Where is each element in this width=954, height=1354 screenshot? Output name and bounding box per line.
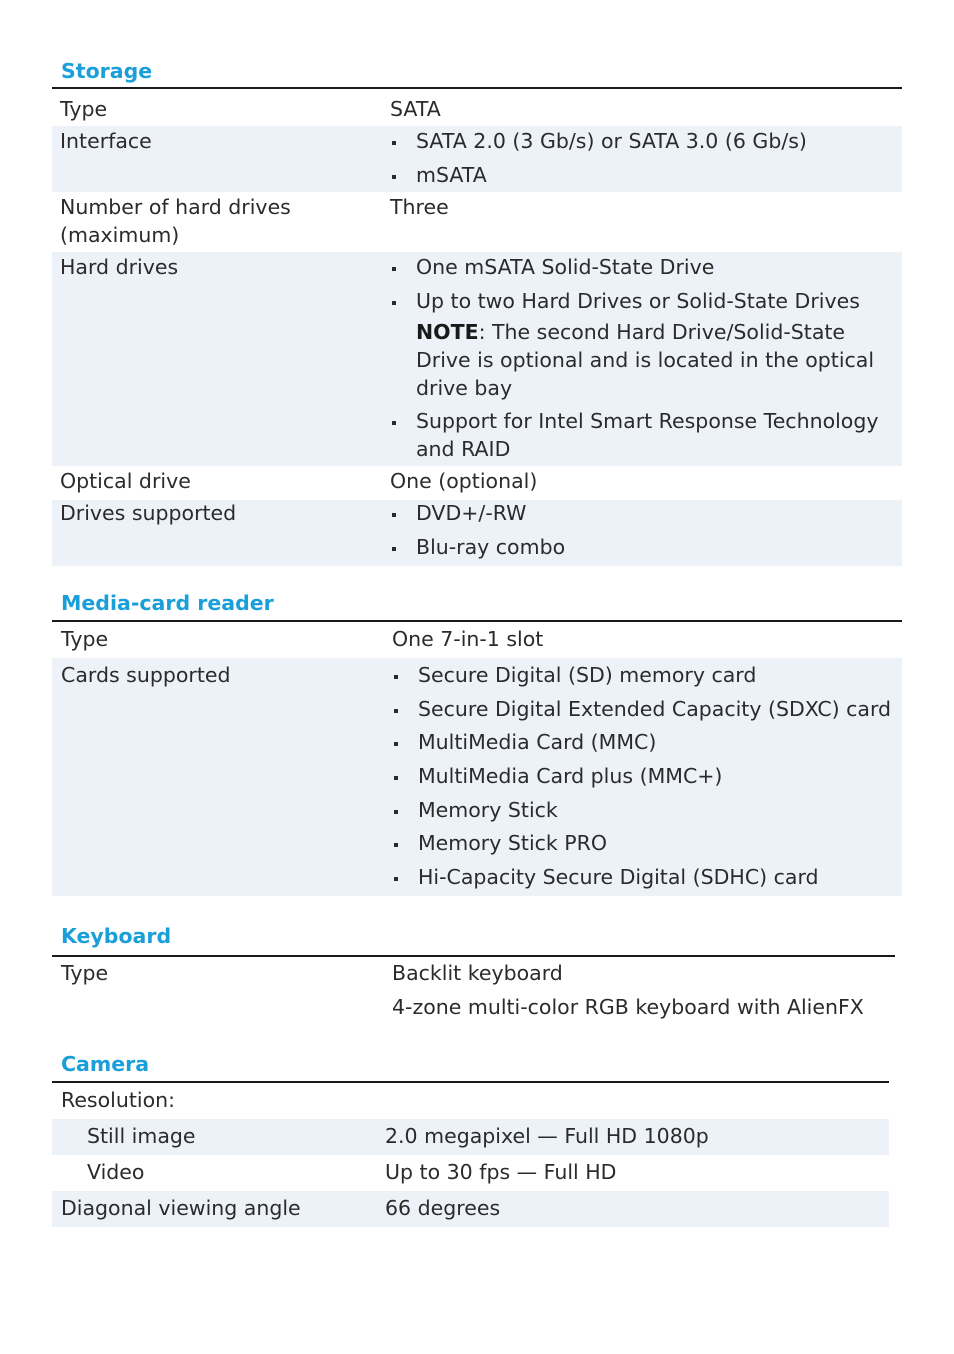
list-item: Up to two Hard Drives or Solid-State Drives bbox=[390, 288, 890, 316]
storage-hard-drives-row bbox=[52, 252, 902, 466]
storage-interface-label: Interface bbox=[60, 129, 152, 153]
camera-video-value: Up to 30 fps — Full HD bbox=[385, 1160, 617, 1184]
storage-num-drives-value: Three bbox=[390, 195, 449, 219]
list-item: Hi-Capacity Secure Digital (SDHC) card bbox=[392, 864, 897, 892]
camera-still-value: 2.0 megapixel — Full HD 1080p bbox=[385, 1124, 709, 1148]
storage-note bbox=[390, 319, 890, 402]
list-item: Support for Intel Smart Response Technology and RAID bbox=[390, 408, 890, 463]
keyboard-type-label: Type bbox=[61, 961, 109, 985]
list-item: MultiMedia Card (MMC) bbox=[392, 729, 897, 757]
camera-angle-label: Diagonal viewing angle bbox=[61, 1196, 301, 1220]
media-type-label: Type bbox=[61, 627, 109, 651]
camera-video-label: Video bbox=[87, 1160, 145, 1184]
camera-still-row bbox=[52, 1119, 889, 1155]
list-item: Secure Digital Extended Capacity (SDXC) card bbox=[392, 696, 897, 724]
storage-num-drives-row bbox=[52, 192, 902, 252]
camera-resolution-row bbox=[52, 1085, 889, 1119]
camera-heading: Camera bbox=[61, 1052, 150, 1076]
list-item: Secure Digital (SD) memory card bbox=[392, 662, 897, 690]
media-cards-label: Cards supported bbox=[61, 663, 231, 687]
storage-drives-supported-label: Drives supported bbox=[60, 501, 237, 525]
list-item: DVD+/-RW bbox=[390, 500, 890, 528]
storage-type-value: SATA bbox=[390, 97, 441, 121]
camera-resolution-label: Resolution: bbox=[61, 1088, 176, 1112]
storage-interface-row bbox=[52, 126, 902, 192]
list-item: Memory Stick PRO bbox=[392, 830, 897, 858]
keyboard-type-value: Backlit keyboard bbox=[392, 961, 563, 985]
storage-drives-supported-row bbox=[52, 500, 902, 566]
storage-heading: Storage bbox=[61, 59, 153, 83]
note-text: : The second Hard Drive/Solid-State Drive is optional and is located in the optical drive bay bbox=[416, 320, 875, 400]
storage-optical-value: One (optional) bbox=[390, 469, 538, 493]
list-item: SATA 2.0 (3 Gb/s) or SATA 3.0 (6 Gb/s) bbox=[390, 128, 890, 156]
list-item: mSATA bbox=[390, 162, 890, 190]
camera-angle-row bbox=[52, 1191, 889, 1227]
storage-type-label: Type bbox=[60, 97, 108, 121]
keyboard-type-values bbox=[392, 960, 864, 1021]
media-type-row bbox=[52, 624, 902, 658]
keyboard-type-row bbox=[52, 958, 895, 1028]
camera-video-row bbox=[52, 1155, 889, 1191]
list-item: One mSATA Solid-State Drive bbox=[390, 254, 890, 282]
camera-rule bbox=[52, 1081, 889, 1083]
list-item: Memory Stick bbox=[392, 797, 897, 825]
storage-type-row bbox=[52, 94, 902, 126]
storage-hard-drives-list bbox=[390, 254, 890, 464]
note-label: NOTE bbox=[416, 320, 479, 345]
media-type-value: One 7-in-1 slot bbox=[392, 627, 544, 651]
media-heading: Media-card reader bbox=[61, 591, 274, 615]
camera-angle-value: 66 degrees bbox=[385, 1196, 501, 1220]
keyboard-type-value: 4-zone multi-color RGB keyboard with AlienFX bbox=[392, 994, 864, 1019]
keyboard-heading: Keyboard bbox=[61, 924, 172, 948]
media-cards-row bbox=[52, 658, 902, 896]
storage-drives-supported-list bbox=[390, 500, 890, 561]
storage-interface-list bbox=[390, 128, 890, 189]
storage-optical-label: Optical drive bbox=[60, 469, 191, 493]
keyboard-rule bbox=[52, 955, 895, 957]
camera-still-label: Still image bbox=[87, 1124, 196, 1148]
storage-optical-row bbox=[52, 466, 902, 500]
storage-hard-drives-label: Hard drives bbox=[60, 255, 179, 279]
list-item: Blu-ray combo bbox=[390, 534, 890, 562]
storage-num-drives-label: Number of hard drives (maximum) bbox=[60, 195, 291, 247]
media-cards-list bbox=[392, 662, 897, 892]
list-item: MultiMedia Card plus (MMC+) bbox=[392, 763, 897, 791]
media-rule bbox=[52, 620, 902, 622]
storage-rule bbox=[52, 87, 902, 89]
